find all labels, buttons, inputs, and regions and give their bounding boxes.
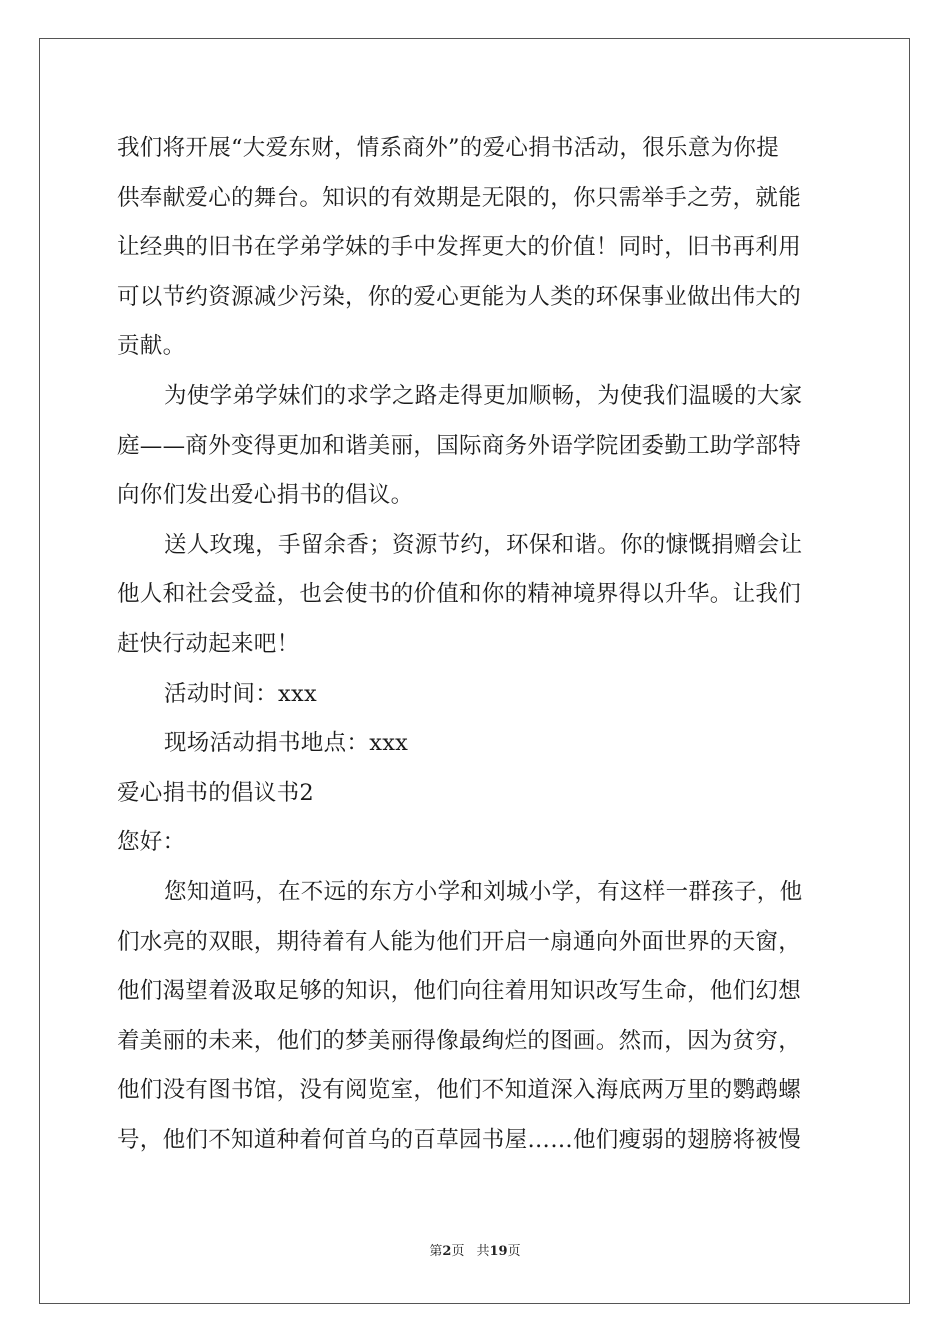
text-line: 他们没有图书馆，没有阅览室，他们不知道深入海底两万里的鹦鹉螺 — [117, 1077, 802, 1104]
text-line: 活动时间：xxx — [164, 680, 317, 707]
text-line: 您好： — [117, 829, 186, 856]
page-prefix: 第 — [429, 1244, 443, 1259]
text-line: 可以节约资源减少污染，你的爱心更能为人类的环保事业做出伟大的 — [117, 283, 802, 310]
text-line: 为使学弟学妹们的求学之路走得更加顺畅，为使我们温暖的大家 — [164, 382, 803, 409]
total-page-number: 19 — [489, 1244, 508, 1259]
text-line: 现场活动捐书地点：xxx — [164, 730, 409, 757]
text-line: 着美丽的未来，他们的梦美丽得像最绚烂的图画。然而，因为贫穷， — [117, 1027, 802, 1054]
text-line: 贡献。 — [117, 333, 186, 360]
page-footer — [0, 1240, 950, 1259]
document-body — [117, 124, 833, 1165]
text-line: 送人玫瑰，手留余香；资源节约，环保和谐。你的慷慨捐赠会让 — [164, 531, 803, 558]
text-line: 我们将开展“大爱东财，情系商外”的爱心捐书活动，很乐意为你提 — [117, 135, 780, 161]
text-line: 他人和社会受益，也会使书的价值和你的精神境界得以升华。让我们 — [117, 581, 802, 608]
text-line: 让经典的旧书在学弟学妹的手中发挥更大的价值！同时，旧书再利用 — [117, 234, 802, 261]
text-line: 庭——商外变得更加和谐美丽，国际商务外语学院团委勤工助学部特 — [117, 432, 802, 459]
text-line: 供奉献爱心的舞台。知识的有效期是无限的，你只需举手之劳，就能 — [117, 184, 802, 211]
text-line: 们水亮的双眼，期待着有人能为他们开启一扇通向外面世界的天窗， — [117, 928, 802, 955]
total-prefix: 共 — [476, 1244, 490, 1259]
text-line: 他们渴望着汲取足够的知识，他们向往着用知识改写生命，他们幻想 — [117, 978, 802, 1005]
text-line: 您知道吗，在不远的东方小学和刘城小学，有这样一群孩子，他 — [164, 878, 803, 905]
page-suffix: 页 — [451, 1244, 465, 1259]
current-page-number: 2 — [442, 1244, 452, 1259]
text-line: 号，他们不知道种着何首乌的百草园书屋……他们瘦弱的翅膀将被慢 — [117, 1126, 802, 1153]
total-suffix: 页 — [507, 1244, 521, 1259]
text-line: 向你们发出爱心捐书的倡议。 — [117, 482, 414, 509]
text-line: 爱心捐书的倡议书2 — [117, 779, 315, 806]
text-line: 赶快行动起来吧！ — [117, 630, 300, 657]
